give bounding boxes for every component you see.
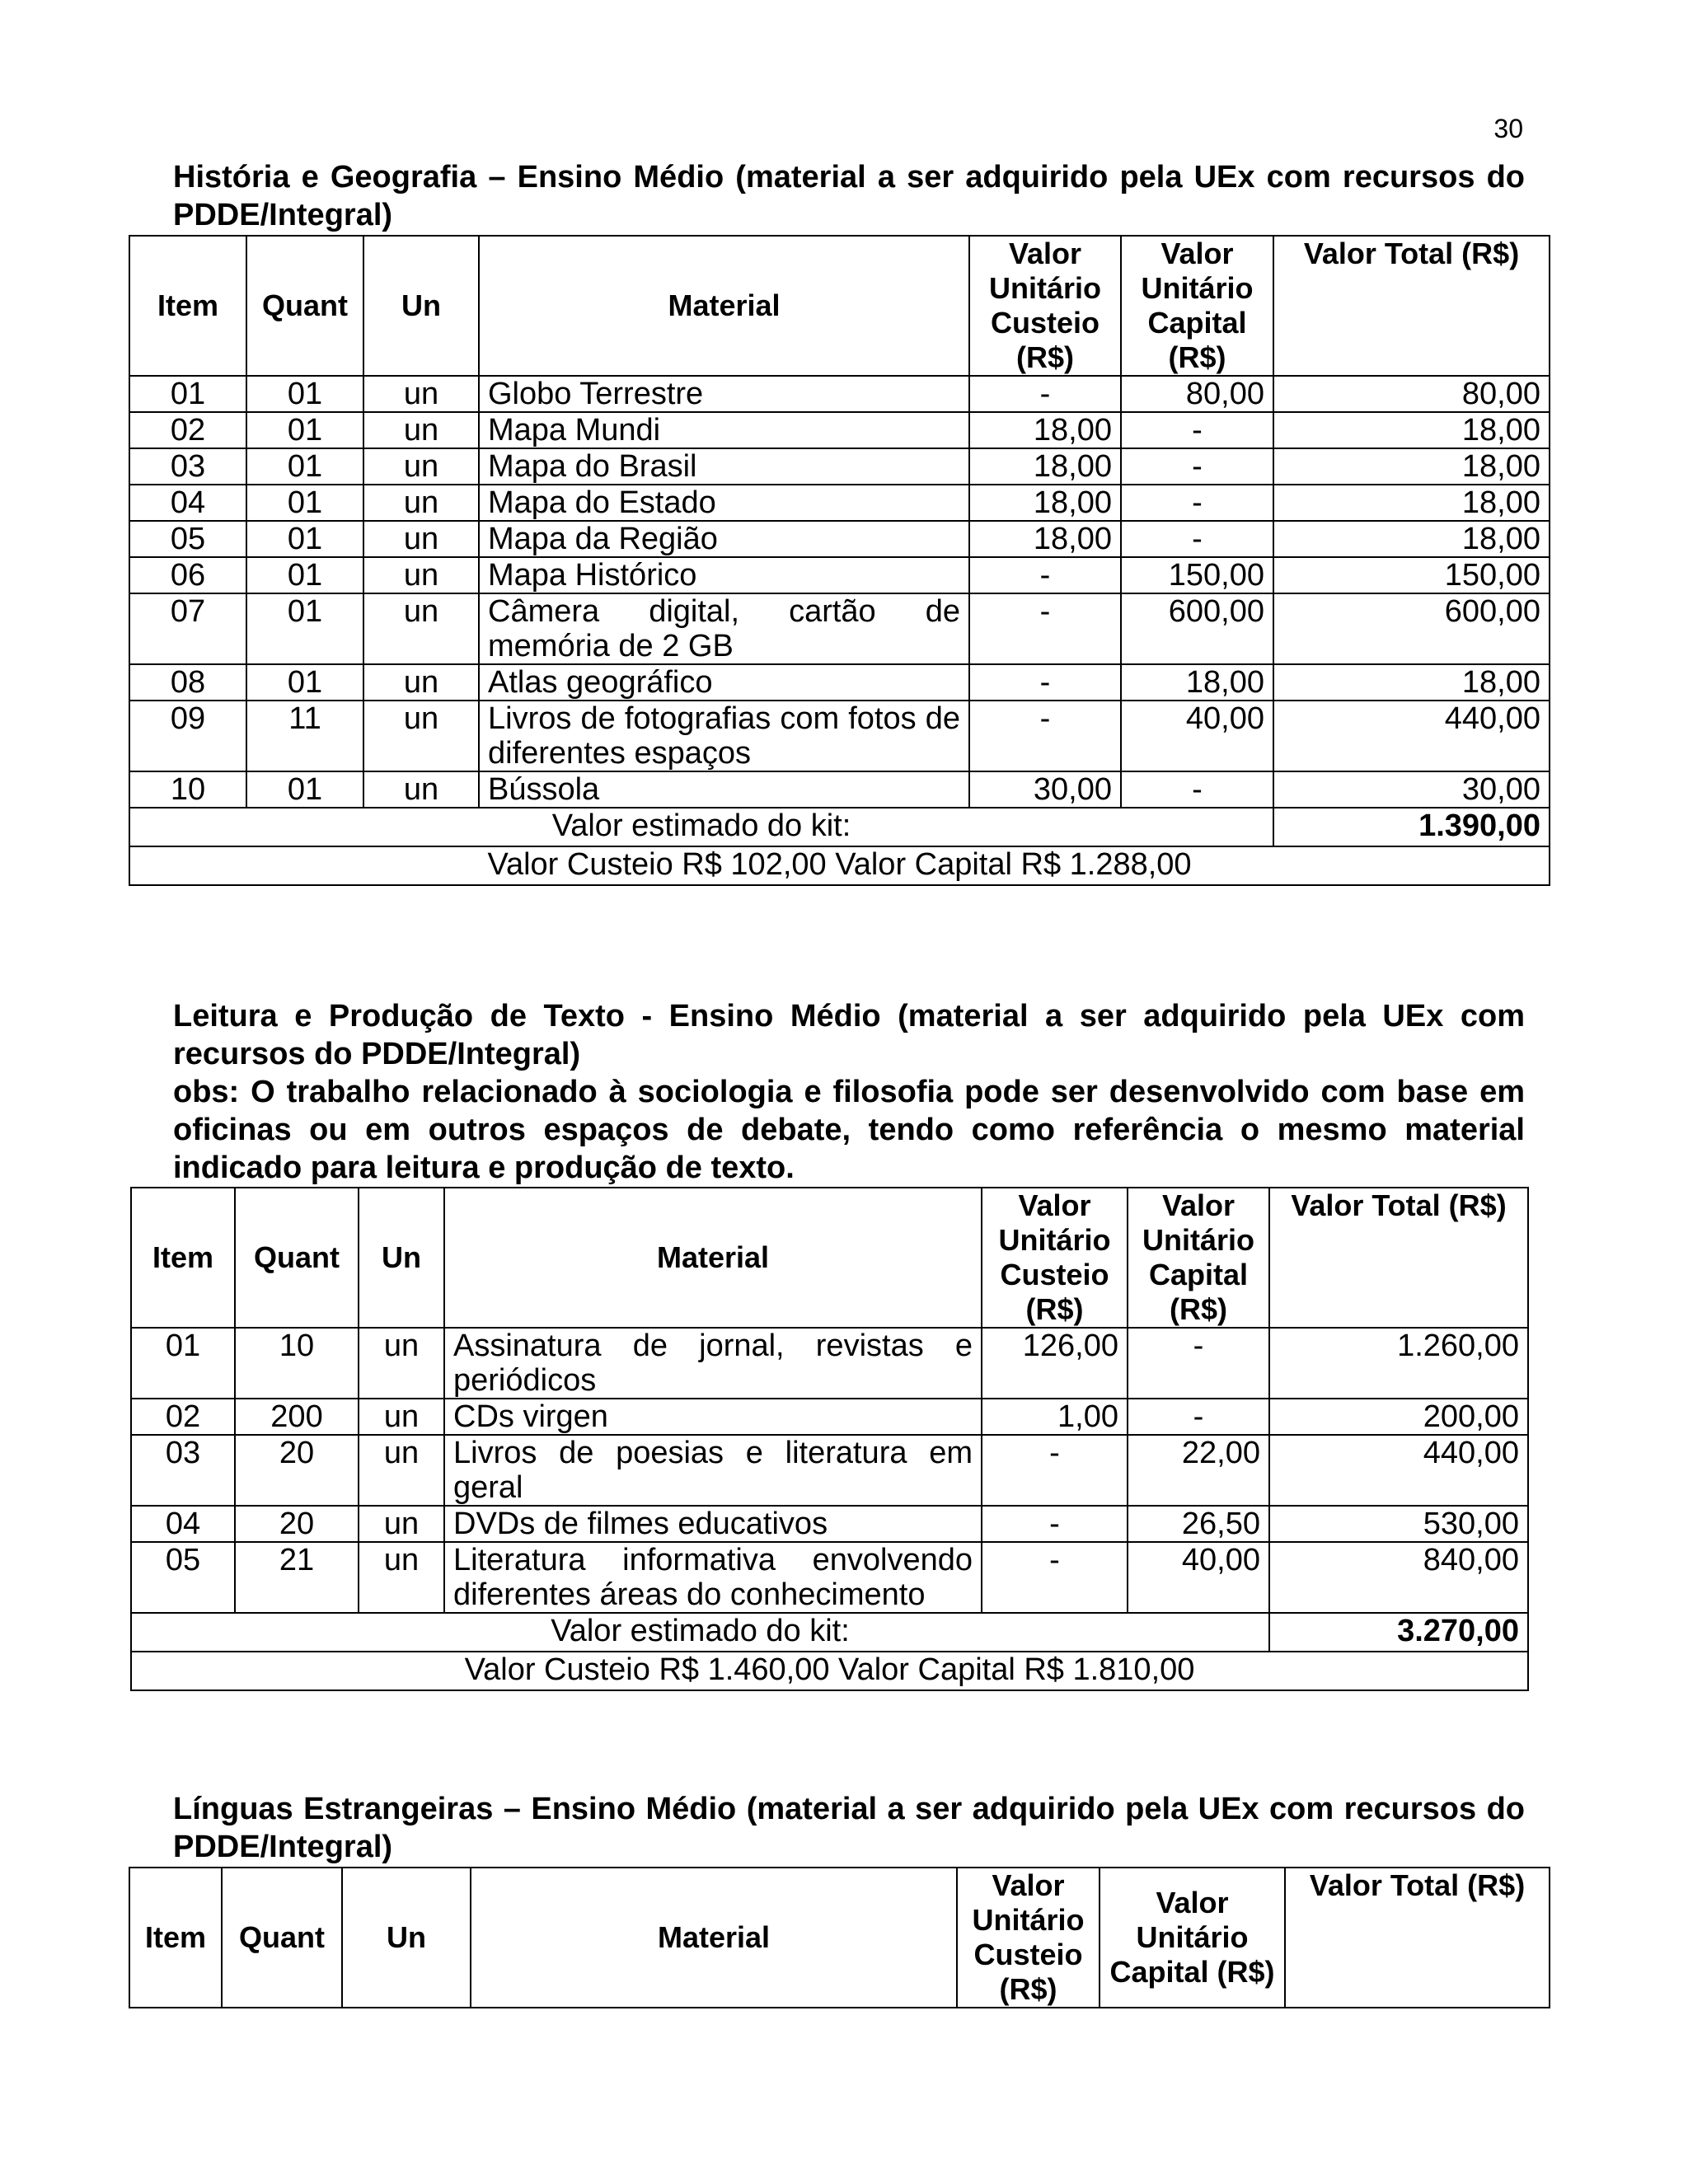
header-un: Un (342, 1868, 471, 2008)
cell-item: 02 (129, 412, 246, 448)
header-capital: Valor Unitário Capital (R$) (1100, 1868, 1285, 2008)
cell-un: un (359, 1399, 444, 1435)
cell-capital: - (1121, 412, 1273, 448)
cell-capital: - (1128, 1328, 1269, 1399)
cell-quant: 21 (235, 1542, 359, 1613)
cell-custeio: - (969, 701, 1121, 771)
cell-material: Mapa Mundi (479, 412, 969, 448)
table-row (129, 412, 1550, 448)
header-material: Material (479, 236, 969, 376)
cell-custeio: 30,00 (969, 771, 1121, 808)
cell-un: un (359, 1542, 444, 1613)
table-row (129, 521, 1550, 557)
cell-total: 200,00 (1269, 1399, 1528, 1435)
header-material: Material (444, 1188, 982, 1328)
cell-un: un (363, 701, 479, 771)
cell-capital: - (1121, 771, 1273, 808)
cell-total: 440,00 (1273, 701, 1550, 771)
header-total: Valor Total (R$) (1269, 1188, 1528, 1328)
table-row (131, 1435, 1528, 1506)
cell-material: Mapa Histórico (479, 557, 969, 593)
cell-quant: 01 (246, 376, 363, 412)
header-custeio: Valor Unitário Custeio (R$) (969, 236, 1121, 376)
cell-quant: 01 (246, 593, 363, 664)
cell-capital: 150,00 (1121, 557, 1273, 593)
table-historia-geografia (129, 235, 1550, 886)
cell-total: 1.260,00 (1269, 1328, 1528, 1399)
table-row (129, 771, 1550, 808)
cell-un: un (363, 664, 479, 701)
cell-capital: - (1128, 1399, 1269, 1435)
cell-custeio: - (969, 557, 1121, 593)
table-linguas-estrangeiras (129, 1867, 1550, 2008)
cell-un: un (363, 448, 479, 485)
table-header-row (131, 1188, 1528, 1328)
cell-quant: 01 (246, 664, 363, 701)
cell-quant: 01 (246, 412, 363, 448)
cell-capital: 80,00 (1121, 376, 1273, 412)
section-title-leitura-text: Leitura e Produção de Texto - Ensino Médio (material a ser adquirido pela UEx com recursos do PDDE/Integral) (173, 999, 1525, 1071)
cell-total: 80,00 (1273, 376, 1550, 412)
table-row (129, 593, 1550, 664)
cell-capital: 18,00 (1121, 664, 1273, 701)
table-row (131, 1328, 1528, 1399)
section-note: obs: O trabalho relacionado à sociologia e filosofia pode ser desenvolvido com base em oficinas ou em outros espaços de debate, tendo como referência o mesmo material indicado para leitura e produção de texto. (173, 1075, 1525, 1185)
table-row (129, 664, 1550, 701)
header-item: Item (129, 236, 246, 376)
cell-un: un (359, 1435, 444, 1506)
cell-material: Atlas geográfico (479, 664, 969, 701)
cell-custeio: 18,00 (969, 448, 1121, 485)
cell-un: un (359, 1506, 444, 1542)
header-un: Un (363, 236, 479, 376)
cell-total: 150,00 (1273, 557, 1550, 593)
cell-quant: 20 (235, 1435, 359, 1506)
cell-material: Livros de poesias e literatura em geral (444, 1435, 982, 1506)
cell-custeio: 18,00 (969, 412, 1121, 448)
section-title-linguas: Línguas Estrangeiras – Ensino Médio (material a ser adquirido pela UEx com recursos do PDDE/Integral) (173, 1792, 1525, 1864)
section-title-historia-geografia: História e Geografia – Ensino Médio (material a ser adquirido pela UEx com recursos do PDDE/Integral) (173, 160, 1525, 232)
header-capital: Valor Unitário Capital (R$) (1128, 1188, 1269, 1328)
header-total: Valor Total (R$) (1285, 1868, 1550, 2008)
summary-row (131, 1652, 1528, 1690)
table-row (131, 1506, 1528, 1542)
cell-custeio: 18,00 (969, 521, 1121, 557)
cell-capital: 22,00 (1128, 1435, 1269, 1506)
summary-text: Valor Custeio R$ 1.460,00 Valor Capital R$ 1.810,00 (131, 1652, 1528, 1690)
header-capital: Valor Unitário Capital (R$) (1121, 236, 1273, 376)
cell-item: 02 (131, 1399, 235, 1435)
estimated-value: 1.390,00 (1273, 808, 1550, 846)
cell-capital: 40,00 (1121, 701, 1273, 771)
cell-material: Literatura informativa envolvendo diferentes áreas do conhecimento (444, 1542, 982, 1613)
cell-total: 18,00 (1273, 521, 1550, 557)
section-title-leitura (173, 997, 1525, 1187)
cell-custeio: - (982, 1435, 1128, 1506)
cell-item: 04 (131, 1506, 235, 1542)
cell-item: 05 (131, 1542, 235, 1613)
cell-total: 18,00 (1273, 664, 1550, 701)
cell-capital: 26,50 (1128, 1506, 1269, 1542)
cell-total: 18,00 (1273, 412, 1550, 448)
cell-custeio: 126,00 (982, 1328, 1128, 1399)
estimated-row (131, 1613, 1528, 1652)
table-row (131, 1542, 1528, 1613)
header-custeio: Valor Unitário Custeio (R$) (982, 1188, 1128, 1328)
cell-material: Mapa da Região (479, 521, 969, 557)
summary-row (129, 846, 1550, 885)
header-item: Item (131, 1188, 235, 1328)
cell-material: Livros de fotografias com fotos de diferentes espaços (479, 701, 969, 771)
cell-un: un (363, 521, 479, 557)
cell-custeio: - (982, 1506, 1128, 1542)
page-number: 30 (1493, 114, 1523, 143)
summary-text: Valor Custeio R$ 102,00 Valor Capital R$ 1.288,00 (129, 846, 1550, 885)
header-item: Item (129, 1868, 222, 2008)
header-custeio: Valor Unitário Custeio (R$) (957, 1868, 1100, 2008)
estimated-label: Valor estimado do kit: (131, 1613, 1269, 1652)
estimated-row (129, 808, 1550, 846)
cell-custeio: - (969, 593, 1121, 664)
cell-capital: - (1121, 485, 1273, 521)
cell-material: Mapa do Brasil (479, 448, 969, 485)
cell-capital: - (1121, 448, 1273, 485)
cell-total: 18,00 (1273, 448, 1550, 485)
table-row (131, 1399, 1528, 1435)
cell-item: 03 (131, 1435, 235, 1506)
header-un: Un (359, 1188, 444, 1328)
cell-total: 600,00 (1273, 593, 1550, 664)
table-row (129, 485, 1550, 521)
cell-custeio: - (969, 664, 1121, 701)
cell-total: 18,00 (1273, 485, 1550, 521)
estimated-value: 3.270,00 (1269, 1613, 1528, 1652)
estimated-label: Valor estimado do kit: (129, 808, 1273, 846)
cell-capital: - (1121, 521, 1273, 557)
cell-quant: 01 (246, 771, 363, 808)
cell-quant: 200 (235, 1399, 359, 1435)
table-row (129, 557, 1550, 593)
cell-un: un (363, 593, 479, 664)
cell-quant: 01 (246, 521, 363, 557)
cell-item: 08 (129, 664, 246, 701)
header-quant: Quant (222, 1868, 342, 2008)
cell-material: CDs virgen (444, 1399, 982, 1435)
header-quant: Quant (235, 1188, 359, 1328)
header-total: Valor Total (R$) (1273, 236, 1550, 376)
cell-item: 09 (129, 701, 246, 771)
table-leitura-producao (130, 1187, 1529, 1691)
cell-quant: 01 (246, 485, 363, 521)
cell-custeio: - (982, 1542, 1128, 1613)
cell-un: un (363, 376, 479, 412)
cell-item: 10 (129, 771, 246, 808)
table-body (129, 376, 1550, 808)
cell-quant: 01 (246, 557, 363, 593)
cell-material: Globo Terrestre (479, 376, 969, 412)
cell-item: 07 (129, 593, 246, 664)
cell-item: 01 (129, 376, 246, 412)
cell-material: DVDs de filmes educativos (444, 1506, 982, 1542)
cell-un: un (363, 557, 479, 593)
cell-un: un (363, 412, 479, 448)
cell-un: un (363, 771, 479, 808)
cell-custeio: 18,00 (969, 485, 1121, 521)
cell-custeio: - (969, 376, 1121, 412)
table-header-row (129, 1868, 1550, 2008)
cell-capital: 40,00 (1128, 1542, 1269, 1613)
cell-total: 840,00 (1269, 1542, 1528, 1613)
cell-item: 05 (129, 521, 246, 557)
header-quant: Quant (246, 236, 363, 376)
cell-quant: 20 (235, 1506, 359, 1542)
cell-material: Mapa do Estado (479, 485, 969, 521)
cell-custeio: 1,00 (982, 1399, 1128, 1435)
table-body (131, 1328, 1528, 1613)
cell-quant: 01 (246, 448, 363, 485)
cell-material: Câmera digital, cartão de memória de 2 GB (479, 593, 969, 664)
cell-un: un (363, 485, 479, 521)
cell-item: 01 (131, 1328, 235, 1399)
table-row (129, 448, 1550, 485)
table-row (129, 376, 1550, 412)
cell-total: 530,00 (1269, 1506, 1528, 1542)
cell-item: 04 (129, 485, 246, 521)
cell-quant: 11 (246, 701, 363, 771)
cell-material: Assinatura de jornal, revistas e periódicos (444, 1328, 982, 1399)
cell-capital: 600,00 (1121, 593, 1273, 664)
cell-total: 440,00 (1269, 1435, 1528, 1506)
cell-item: 03 (129, 448, 246, 485)
table-row (129, 701, 1550, 771)
cell-total: 30,00 (1273, 771, 1550, 808)
cell-un: un (359, 1328, 444, 1399)
table-header-row (129, 236, 1550, 376)
cell-material: Bússola (479, 771, 969, 808)
cell-item: 06 (129, 557, 246, 593)
header-material: Material (471, 1868, 957, 2008)
cell-quant: 10 (235, 1328, 359, 1399)
